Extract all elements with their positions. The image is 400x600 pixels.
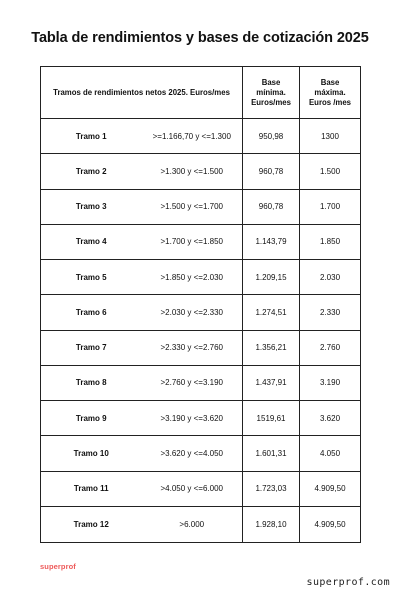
table-row [41, 401, 361, 436]
header-max-line: Base [320, 77, 340, 87]
max-base-cell: 3.620 [300, 401, 361, 436]
range-cell: >3.620 y <=4.050 [142, 436, 243, 471]
min-base-cell: 1.601,31 [243, 436, 300, 471]
range-cell: >1.500 y <=1.700 [142, 189, 243, 224]
min-base-cell: 1519,61 [243, 401, 300, 436]
table-row [41, 154, 361, 189]
tramo-cell: Tramo 5 [41, 260, 142, 295]
table-row [41, 365, 361, 400]
min-base-cell: 1.723,03 [243, 471, 300, 506]
min-base-cell: 1.356,21 [243, 330, 300, 365]
header-max-line: máxima. [314, 87, 346, 97]
min-base-cell: 960,78 [243, 154, 300, 189]
tramo-cell: Tramo 12 [41, 506, 142, 542]
min-base-cell: 960,78 [243, 189, 300, 224]
max-base-cell: 1.500 [300, 154, 361, 189]
watermark: superprof.com [306, 577, 390, 588]
page-title: Tabla de rendimientos y bases de cotización 2025 [31, 30, 369, 46]
min-base-cell: 1.928,10 [243, 506, 300, 542]
max-base-cell: 2.760 [300, 330, 361, 365]
header-range: Tramos de rendimientos netos 2025. Euros/mes [41, 67, 243, 119]
max-base-cell: 2.030 [300, 260, 361, 295]
table-row [41, 330, 361, 365]
range-cell: >1.700 y <=1.850 [142, 224, 243, 259]
range-cell: >6.000 [142, 506, 243, 542]
table-row [41, 260, 361, 295]
header-min-base [243, 67, 300, 119]
range-cell: >4.050 y <=6.000 [142, 471, 243, 506]
max-base-cell: 4.050 [300, 436, 361, 471]
min-base-cell: 1.143,79 [243, 224, 300, 259]
rates-table [40, 66, 361, 543]
table-row [41, 436, 361, 471]
table-row [41, 189, 361, 224]
header-max-base [300, 67, 361, 119]
range-cell: >3.190 y <=3.620 [142, 401, 243, 436]
min-base-cell: 950,98 [243, 119, 300, 154]
tramo-cell: Tramo 7 [41, 330, 142, 365]
header-min-line: mínima. [256, 87, 286, 97]
tramo-cell: Tramo 9 [41, 401, 142, 436]
min-base-cell: 1.274,51 [243, 295, 300, 330]
tramo-cell: Tramo 4 [41, 224, 142, 259]
max-base-cell: 4.909,50 [300, 471, 361, 506]
rates-table-body [41, 67, 361, 543]
tramo-cell: Tramo 10 [41, 436, 142, 471]
tramo-cell: Tramo 6 [41, 295, 142, 330]
tramo-cell: Tramo 2 [41, 154, 142, 189]
tramo-cell: Tramo 3 [41, 189, 142, 224]
max-base-cell: 2.330 [300, 295, 361, 330]
superprof-logo: superprof [40, 562, 76, 571]
header-max-line: Euros /mes [308, 97, 352, 107]
max-base-cell: 1300 [300, 119, 361, 154]
table-row [41, 295, 361, 330]
range-cell: >2.030 y <=2.330 [142, 295, 243, 330]
table-header-row [41, 67, 361, 119]
range-cell: >=1.166,70 y <=1.300 [142, 119, 243, 154]
table-row [41, 471, 361, 506]
max-base-cell: 1.700 [300, 189, 361, 224]
table-row [41, 506, 361, 542]
tramo-cell: Tramo 8 [41, 365, 142, 400]
max-base-cell: 1.850 [300, 224, 361, 259]
table-row [41, 224, 361, 259]
range-cell: >1.850 y <=2.030 [142, 260, 243, 295]
max-base-cell: 4.909,50 [300, 506, 361, 542]
table-row [41, 119, 361, 154]
header-min-line: Base [261, 77, 281, 87]
header-min-line: Euros/mes [251, 97, 291, 107]
range-cell: >2.760 y <=3.190 [142, 365, 243, 400]
min-base-cell: 1.209,15 [243, 260, 300, 295]
tramo-cell: Tramo 1 [41, 119, 142, 154]
min-base-cell: 1.437,91 [243, 365, 300, 400]
range-cell: >2.330 y <=2.760 [142, 330, 243, 365]
max-base-cell: 3.190 [300, 365, 361, 400]
range-cell: >1.300 y <=1.500 [142, 154, 243, 189]
tramo-cell: Tramo 11 [41, 471, 142, 506]
